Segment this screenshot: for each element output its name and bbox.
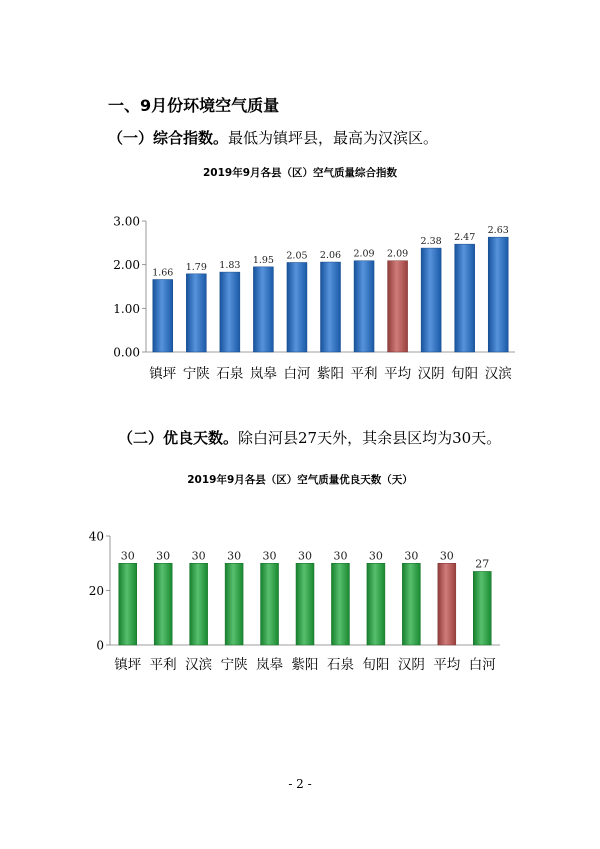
x-tick-label: 石泉 [216,366,244,382]
data-label: 30 [156,549,171,563]
x-tick-label: 汉阴 [417,366,445,382]
subsection-text: 除白河县27天外，其余县区均为30天。 [238,429,502,447]
x-tick-label: 宁陕 [182,366,210,382]
x-tick-label: 白河 [283,366,311,382]
bar [225,563,243,645]
data-label: 2.47 [454,232,476,244]
bar [473,571,491,645]
data-label: 2.05 [286,250,308,262]
bar [154,563,172,645]
y-tick-label: 1.00 [113,301,140,316]
data-label: 1.79 [185,261,207,273]
data-label: 30 [298,549,312,563]
data-label: 1.95 [252,254,274,266]
x-tick-label: 平均 [433,657,461,673]
bar [367,563,385,645]
data-label: 30 [404,549,419,563]
bar [402,563,420,645]
data-label: 2.09 [353,248,375,260]
y-tick-label: 2.00 [113,258,140,273]
data-label: 30 [227,549,242,563]
data-label: 30 [439,549,454,563]
bar [331,563,349,645]
data-label: 1.83 [219,260,241,272]
data-label: 2.63 [487,225,509,237]
page-number: - 2 - [288,777,312,791]
data-label: 30 [333,549,348,563]
subsection-label: （二）优良天数。 [118,429,239,447]
x-tick-label: 岚皋 [256,657,284,673]
data-label: 30 [120,549,135,563]
x-tick-label: 镇坪 [149,366,177,382]
x-tick-label: 白河 [468,657,496,673]
x-tick-label: 紫阳 [317,366,344,382]
x-tick-label: 镇坪 [114,657,142,673]
bar [438,563,456,645]
y-tick-label: 40 [88,529,104,544]
x-tick-label: 紫阳 [291,657,319,673]
x-tick-label: 平利 [149,657,177,673]
data-label: 2.09 [387,248,409,260]
data-label: 30 [262,549,277,563]
data-label: 2.38 [420,236,442,248]
data-label: 30 [368,549,383,563]
bar [119,563,137,645]
data-label: 2.06 [319,250,342,262]
x-tick-label: 岚皋 [249,366,277,382]
data-label: 30 [191,549,206,563]
data-label: 27 [475,557,490,571]
x-tick-label: 旬阳 [362,657,390,673]
chart-title: 2019年9月各县（区）空气质量优良天数（天） [187,474,413,486]
y-tick-label: 3.00 [113,214,140,229]
data-label: 1.66 [152,267,174,279]
x-tick-label: 石泉 [326,657,354,673]
bar [190,563,208,645]
y-tick-label: 20 [88,584,104,598]
chart-title: 2019年9月各县（区）空气质量综合指数 [202,167,398,179]
y-tick-label: 0 [96,638,104,653]
x-tick-label: 宁陕 [220,657,248,673]
subsection-text: 最低为镇坪县，最高为汉滨区。 [228,129,439,147]
x-tick-label: 汉滨 [484,366,512,382]
x-tick-label: 汉阴 [397,657,425,673]
bar [296,563,314,645]
x-tick-label: 旬阳 [451,366,479,382]
x-tick-label: 汉滨 [185,657,213,673]
x-tick-label: 平利 [350,366,378,382]
subsection-label: （一）综合指数。 [108,129,229,147]
x-tick-label: 平均 [384,366,412,382]
bar [261,563,279,645]
y-tick-label: 0.00 [113,345,140,360]
section-title: 一、9月份环境空气质量 [108,96,280,115]
